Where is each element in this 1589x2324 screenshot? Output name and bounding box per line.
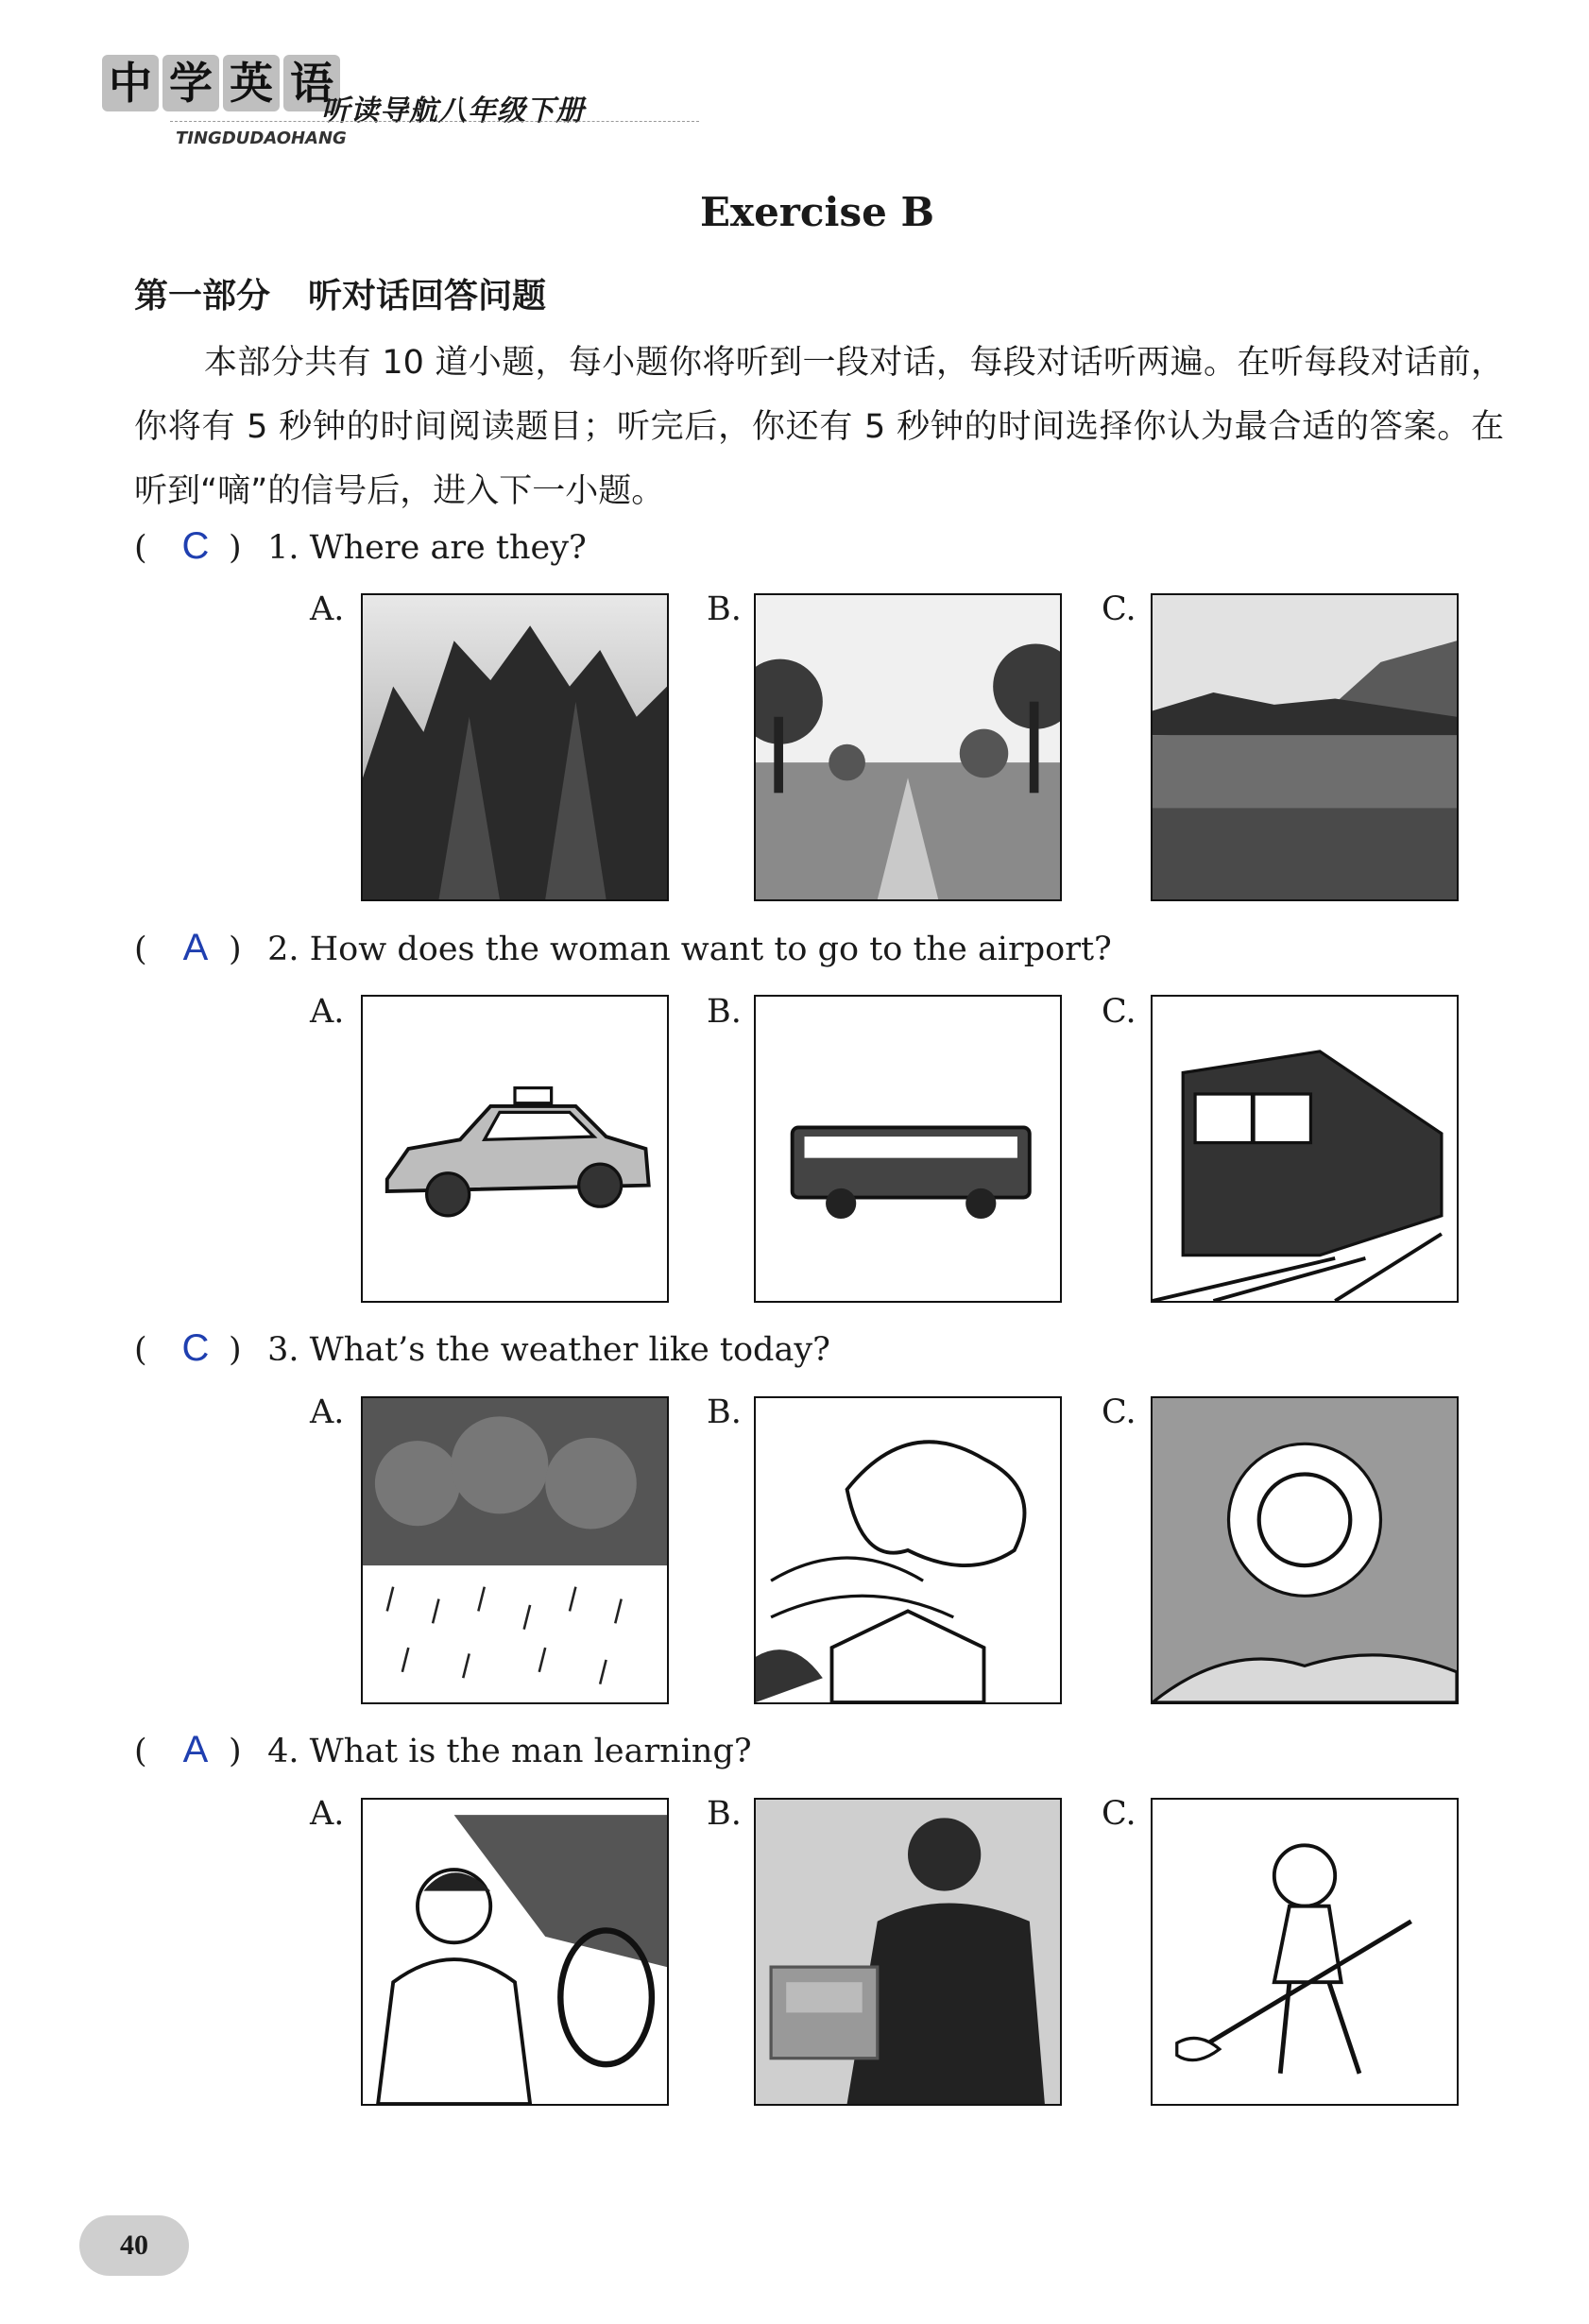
option-label: C.	[1102, 1393, 1136, 1431]
option-label: A.	[310, 590, 345, 628]
answer-mark: A	[182, 1729, 209, 1770]
option-label: C.	[1102, 1795, 1136, 1833]
option-label: B.	[707, 590, 742, 628]
mountain-photo	[361, 593, 669, 901]
driving-drawing	[361, 1798, 669, 2106]
option-label: B.	[707, 1393, 742, 1431]
question-3: ( C ) 3. What’s the weather like today?	[134, 1327, 830, 1369]
answer-mark: A	[182, 927, 209, 968]
wind-drawing	[754, 1396, 1062, 1704]
header-divider	[170, 121, 699, 122]
option-label: C.	[1102, 993, 1136, 1031]
answer-mark: C	[181, 1327, 210, 1369]
rain-drawing	[361, 1396, 669, 1704]
option-label: B.	[707, 1795, 742, 1833]
question-2: ( A ) 2. How does the woman want to go to the airport?	[134, 927, 1112, 968]
sewing-photo	[754, 1798, 1062, 2106]
taxi-drawing	[361, 995, 669, 1303]
train-drawing	[1151, 995, 1459, 1303]
sun-drawing	[1151, 1396, 1459, 1704]
instructions: 本部分共有 10 道小题，每小题你将听到一段对话，每段对话听两遍。在听每段对话前，你将有 5 秒钟的时间阅读题目；听完后，你还有 5 秒钟的时间选择你认为最合适的答案。在听到“嘀”的信号后，进入下一小题。	[134, 344, 1504, 510]
part-heading	[134, 269, 546, 317]
answer-mark: C	[181, 525, 210, 567]
question-4: ( A ) 4. What is the man learning?	[134, 1729, 752, 1770]
option-label: B.	[707, 993, 742, 1031]
brand-char: 英	[223, 55, 280, 111]
book-subtitle: 听读导航八年级下册	[321, 94, 585, 128]
brand-char: 学	[162, 55, 219, 111]
option-label: A.	[310, 993, 345, 1031]
option-label: A.	[310, 1795, 345, 1833]
option-label: C.	[1102, 590, 1136, 628]
bus-drawing	[754, 995, 1062, 1303]
question-text: 3. What’s the weather like today?	[267, 1331, 830, 1369]
exercise-title: Exercise B	[700, 189, 934, 235]
book-header	[102, 42, 688, 164]
book-pinyin: TINGDUDAOHANG	[176, 128, 347, 148]
question-1: ( C ) 1. Where are they?	[134, 525, 587, 567]
mopping-drawing	[1151, 1798, 1459, 2106]
part-title: 听对话回答问题	[308, 277, 547, 316]
brand-char: 中	[102, 55, 159, 111]
question-text: 1. Where are they?	[267, 529, 587, 567]
question-text: 4. What is the man learning?	[267, 1733, 752, 1770]
page-number: 40	[79, 2215, 189, 2276]
brand-logo	[102, 55, 344, 111]
brand-char: 语	[283, 55, 340, 111]
question-text: 2. How does the woman want to go to the airport?	[267, 931, 1112, 968]
park-photo	[754, 593, 1062, 901]
option-label: A.	[310, 1393, 345, 1431]
part-label: 第一部分	[134, 277, 271, 316]
lake-photo	[1151, 593, 1459, 901]
